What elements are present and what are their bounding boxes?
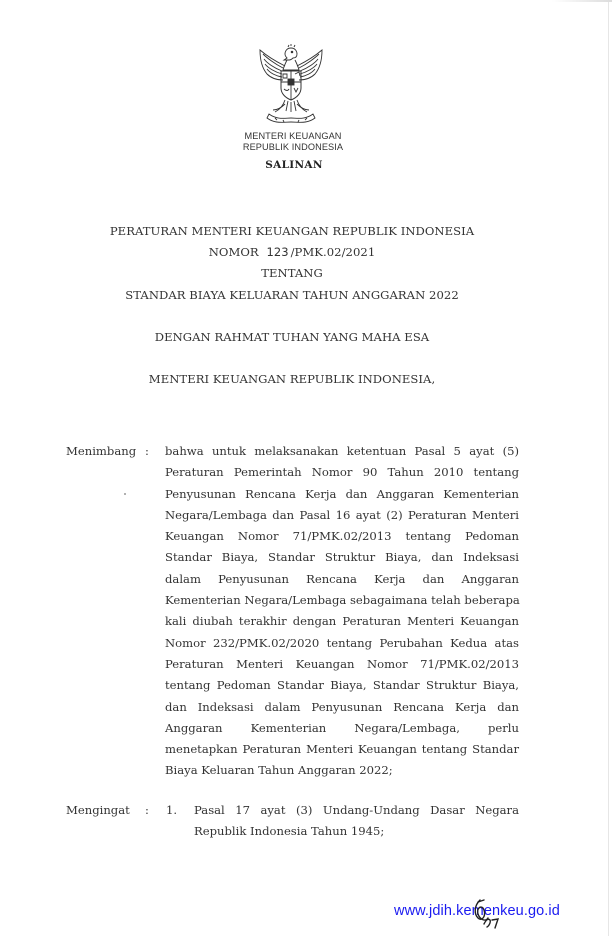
menimbang-colon: : [145, 444, 149, 458]
menimbang-label: Menimbang [66, 444, 137, 458]
invocation: DENGAN RAHMAT TUHAN YANG MAHA ESA [154, 330, 430, 344]
mengingat-item-number: 1. [166, 803, 178, 817]
text-line: Penyusunan Rencana Kerja dan Anggaran Kementerian [165, 486, 519, 501]
nomor-number: 123 [266, 245, 289, 259]
text-line: Negara/Lembaga dan Pasal 16 ayat (2) Peraturan Menteri [165, 507, 519, 522]
text-line: Kementerian Negara/Lembaga sebagaimana telah beberapa [165, 593, 520, 608]
text-line: Peraturan Pemerintah Nomor 90 Tahun 2010 tentang [165, 465, 519, 480]
tentang-heading: TENTANG [261, 266, 323, 280]
text-line: Anggaran Kementerian Negara/Lembaga, perlu [165, 720, 519, 735]
text-line: tentang Pedoman Standar Biaya, Standar Struktur Biaya, [165, 678, 519, 693]
text-line: dalam Penyusunan Rencana Kerja dan Anggaran [165, 571, 519, 586]
mengingat-colon: : [145, 803, 149, 817]
text-line: dan Indeksasi dalam Penyusunan Rencana Kerja dan [165, 699, 519, 714]
text-line: Republik Indonesia Tahun 1945; [194, 824, 385, 839]
regulation-title: PERATURAN MENTERI KEUANGAN REPUBLIK INDONESIA [109, 224, 475, 238]
text-line: Keuangan Nomor 71/PMK.02/2013 tentang Pedoman [165, 529, 519, 544]
mengingat-label: Mengingat [66, 803, 130, 817]
paraf-signature-icon [468, 896, 508, 930]
text-line: Pasal 17 ayat (3) Undang-Undang Dasar Negara [194, 803, 519, 817]
regulation-number [0, 245, 584, 259]
ministry-name-line2: REPUBLIK INDONESIA [242, 142, 344, 152]
jdih-watermark-link[interactable]: www.jdih.kemenkeu.go.id [394, 903, 560, 919]
nomor-suffix: /PMK.02/2021 [290, 245, 376, 259]
text-line: Peraturan Menteri Keuangan Nomor 71/PMK.02/2013 [165, 656, 519, 671]
ministry-name-line1: MENTERI KEUANGAN [244, 131, 342, 141]
issuer: MENTERI KEUANGAN REPUBLIK INDONESIA, [148, 372, 436, 386]
page-top-edge [552, 0, 612, 2]
regulation-subject: STANDAR BIAYA KELUARAN TAHUN ANGGARAN 2022 [125, 288, 459, 302]
mengingat-item-1 [194, 800, 519, 843]
text-line: kali diubah terakhir dengan Peraturan Menteri Keuangan [165, 614, 519, 629]
text-line: Biaya Keluaran Tahun Anggaran 2022; [165, 763, 393, 778]
garuda-emblem-icon [255, 44, 327, 128]
text-line: Standar Biaya, Standar Struktur Biaya, dan Indeksasi [165, 550, 519, 565]
text-line: Nomor 232/PMK.02/2020 tentang Perubahan Kedua atas [165, 635, 519, 650]
copy-label: SALINAN [265, 159, 323, 171]
scan-speck [124, 493, 126, 495]
text-line: bahwa untuk melaksanakan ketentuan Pasal 5 ayat (5) [165, 444, 519, 458]
menimbang-paragraph [165, 441, 519, 782]
nomor-label: NOMOR [208, 245, 259, 259]
text-line: menetapkan Peraturan Menteri Keuangan tentang Standar [165, 742, 519, 757]
page-edge-line [608, 0, 609, 936]
